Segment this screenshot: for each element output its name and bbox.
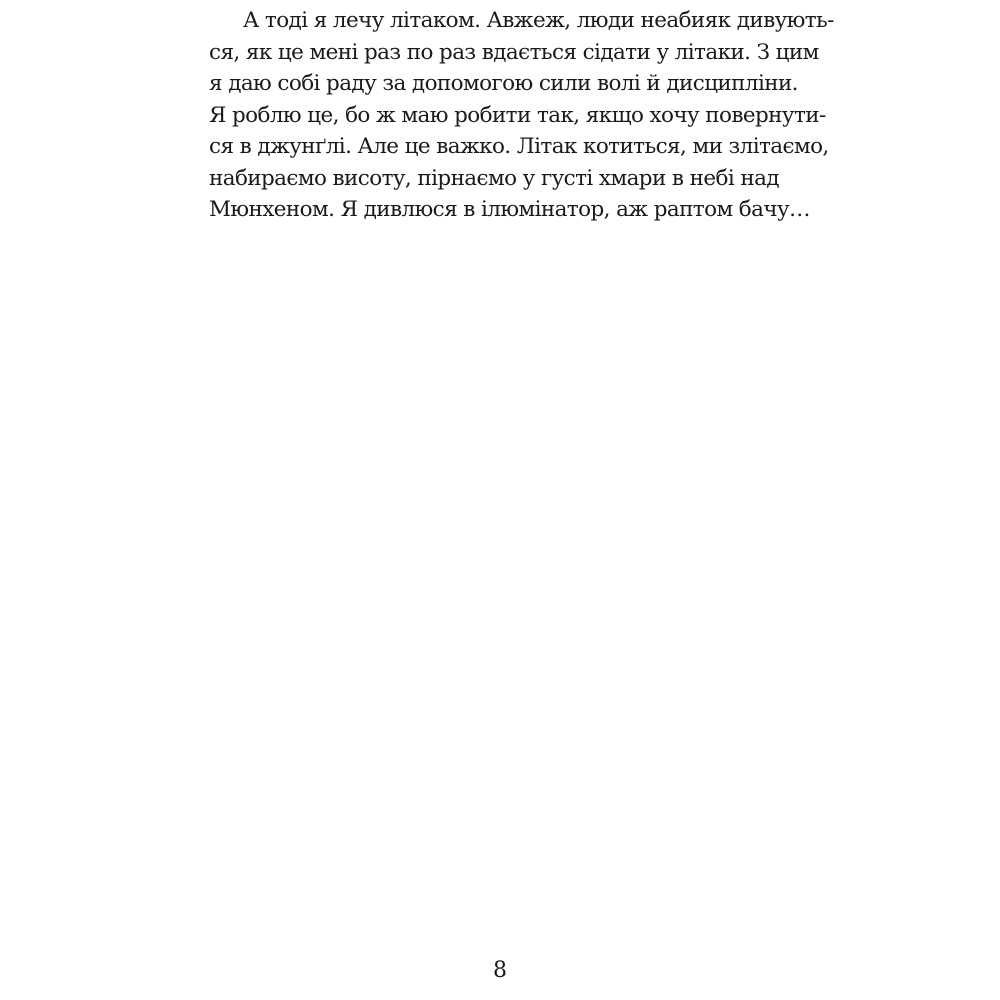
- text-line: ся в джунґлі. Але це важко. Літак котиться, ми злітаємо,: [209, 134, 829, 159]
- body-paragraph: [209, 5, 834, 226]
- text-line: Мюнхеном. Я дивлюся в ілюмінатор, аж раптом бачу…: [209, 197, 810, 222]
- text-line: набираємо висоту, пірнаємо у густі хмари в небі над: [209, 165, 779, 191]
- text-line: ся, як це мені раз по раз вдається сідати у літаки. З цим: [209, 39, 819, 65]
- text-line: я даю собі раду за допомогою сили волі й дисципліни.: [209, 71, 798, 96]
- text-line: Я роблю це, бо ж маю робити так, якщо хочу повернути-: [209, 102, 826, 128]
- page-number: 8: [493, 958, 507, 983]
- text-line: А тоді я лечу літаком. Авжеж, люди неабияк дивують-: [243, 8, 834, 33]
